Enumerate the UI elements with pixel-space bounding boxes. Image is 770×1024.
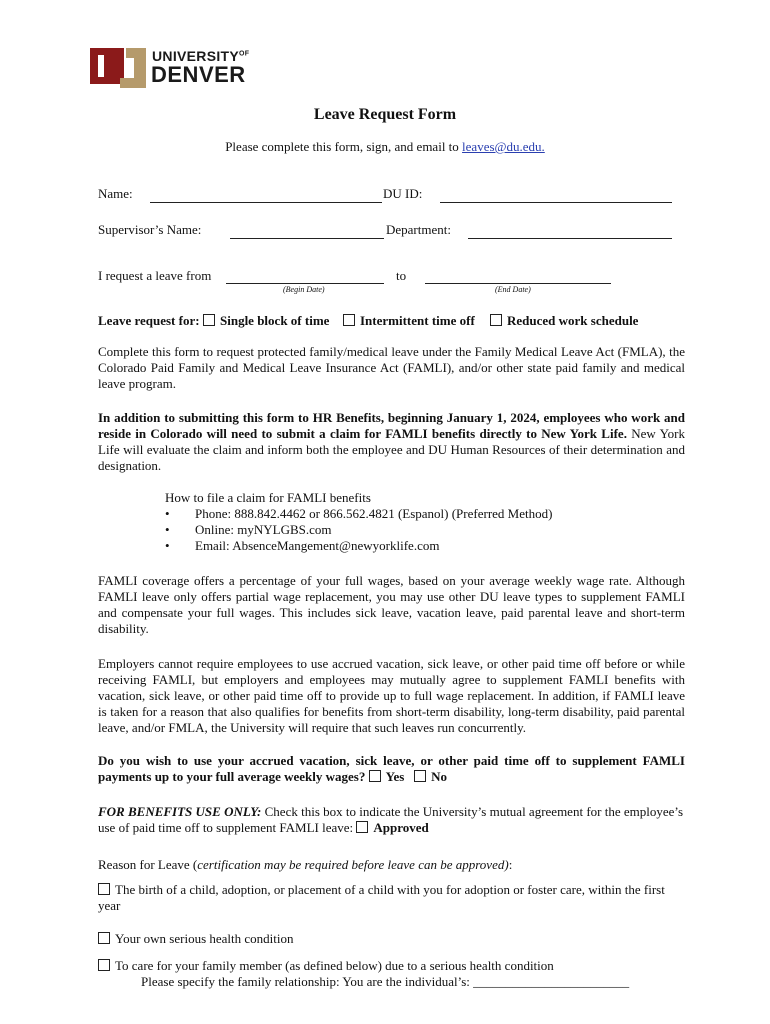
du-id-field[interactable] (440, 202, 672, 203)
supervisor-field[interactable] (230, 238, 384, 239)
checkbox[interactable] (98, 959, 110, 971)
checkbox[interactable] (203, 314, 215, 326)
end-date-hint: (End Date) (495, 285, 531, 294)
logo-denver-text: DENVER (151, 62, 246, 87)
logo-university-text: $UNIVERSITY^{OF}$ (152, 48, 250, 64)
name-field[interactable] (150, 202, 382, 203)
checkbox[interactable] (98, 883, 110, 895)
checkbox[interactable] (490, 314, 502, 326)
list-item: • Online: myNYLGBS.com (165, 522, 552, 538)
email-link[interactable]: leaves@du.edu. (462, 139, 545, 154)
reason-label: Reason for Leave (certification may be required before leave can be approved): (98, 857, 513, 872)
option-single-block[interactable]: Single block of time (203, 313, 329, 329)
list-item: • Email: AbsenceMangement@newyorklife.com (165, 538, 552, 554)
intro-paragraph: Complete this form to request protected family/medical leave under the Family Medical Leave Act (FMLA), the Colorado Paid Family and Medical Leave Insurance Act (FAMLI), and/or other state paid family and medical leave program. (98, 344, 685, 391)
option-intermittent[interactable]: Intermittent time off (343, 313, 475, 329)
famli-claim-instructions (165, 490, 552, 554)
reason-family-care[interactable]: To care for your family member (as defined below) due to a serious health condition (98, 958, 554, 974)
yes-checkbox[interactable] (369, 770, 381, 782)
university-logo (90, 46, 270, 90)
checkbox[interactable] (98, 932, 110, 944)
to-label: to (396, 268, 407, 283)
department-field[interactable] (468, 238, 672, 239)
page-title: Leave Request Form (313, 106, 457, 123)
no-checkbox[interactable] (414, 770, 426, 782)
du-id-label: DU ID: (383, 186, 423, 201)
leave-for-label: Leave request for: (98, 313, 200, 328)
supplement-question: Do you wish to use your accrued vacation, sick leave, or other paid time off to supplement FAMLI payments up to your full average weekly wages? Yes No (98, 753, 685, 784)
howto-title: How to file a claim for FAMLI benefits (165, 490, 371, 505)
reason-own-health[interactable]: Your own serious health condition (98, 931, 294, 947)
department-label: Department: (386, 222, 451, 237)
end-date-field[interactable] (425, 283, 611, 284)
option-reduced-schedule[interactable]: Reduced work schedule (490, 313, 638, 329)
reason-birth[interactable]: The birth of a child, adoption, or placement of a child with you for adoption or foster care, within the first year (98, 882, 665, 913)
supervisor-label: Supervisor’s Name: (98, 222, 202, 237)
family-relationship-field[interactable]: Please specify the family relationship: You are the individual’s: ________________________ (141, 974, 630, 989)
page-subtitle: Please complete this form, sign, and email to leaves@du.edu. (225, 139, 545, 154)
famli-coverage-paragraph: FAMLI coverage offers a percentage of your full wages, based on your average weekly wage rate. Although FAMLI leave only offers partial wage replacement, you may use other DU leave types to supplement FAMLI and compensate your full wages. This includes sick leave, vacation leave, paid parental leave and short-term disability. (98, 573, 685, 636)
employer-paragraph: Employers cannot require employees to use accrued vacation, sick leave, or other paid time off before or while receiving FAMLI, but employers and employees may mutually agree to supplement FAMLI benefits with vacation, sick leave, or other paid time off to provide up to full wage replacement. In addition, if FAMLI leave is taken for a reason that also qualifies for benefits from short-term disability, long-term disability, paid parental leave, and/or FMLA, the University will require that such leaves run concurrently. (98, 656, 685, 735)
benefits-use-only: FOR BENEFITS USE ONLY: Check this box to indicate the University’s mutual agreement for the employee’s use of paid time off to supplement FAMLI leave: Approved (98, 804, 684, 835)
checkbox[interactable] (343, 314, 355, 326)
approved-checkbox[interactable] (356, 821, 368, 833)
begin-date-hint: (Begin Date) (283, 285, 325, 294)
du-logo-mark (90, 46, 148, 88)
name-label: Name: (98, 186, 133, 201)
ny-life-paragraph: In addition to submitting this form to HR Benefits, beginning January 1, 2024, employees who work and reside in Colorado will need to submit a claim for FAMLI benefits directly to New York Life. New York Life will evaluate the claim and inform both the employee and DU Human Resources of their determination and designation. (98, 410, 686, 473)
request-from-label: I request a leave from (98, 268, 212, 283)
begin-date-field[interactable] (226, 283, 384, 284)
list-item: • Phone: 888.842.4462 or 866.562.4821 (Espanol) (Preferred Method) (165, 506, 552, 522)
